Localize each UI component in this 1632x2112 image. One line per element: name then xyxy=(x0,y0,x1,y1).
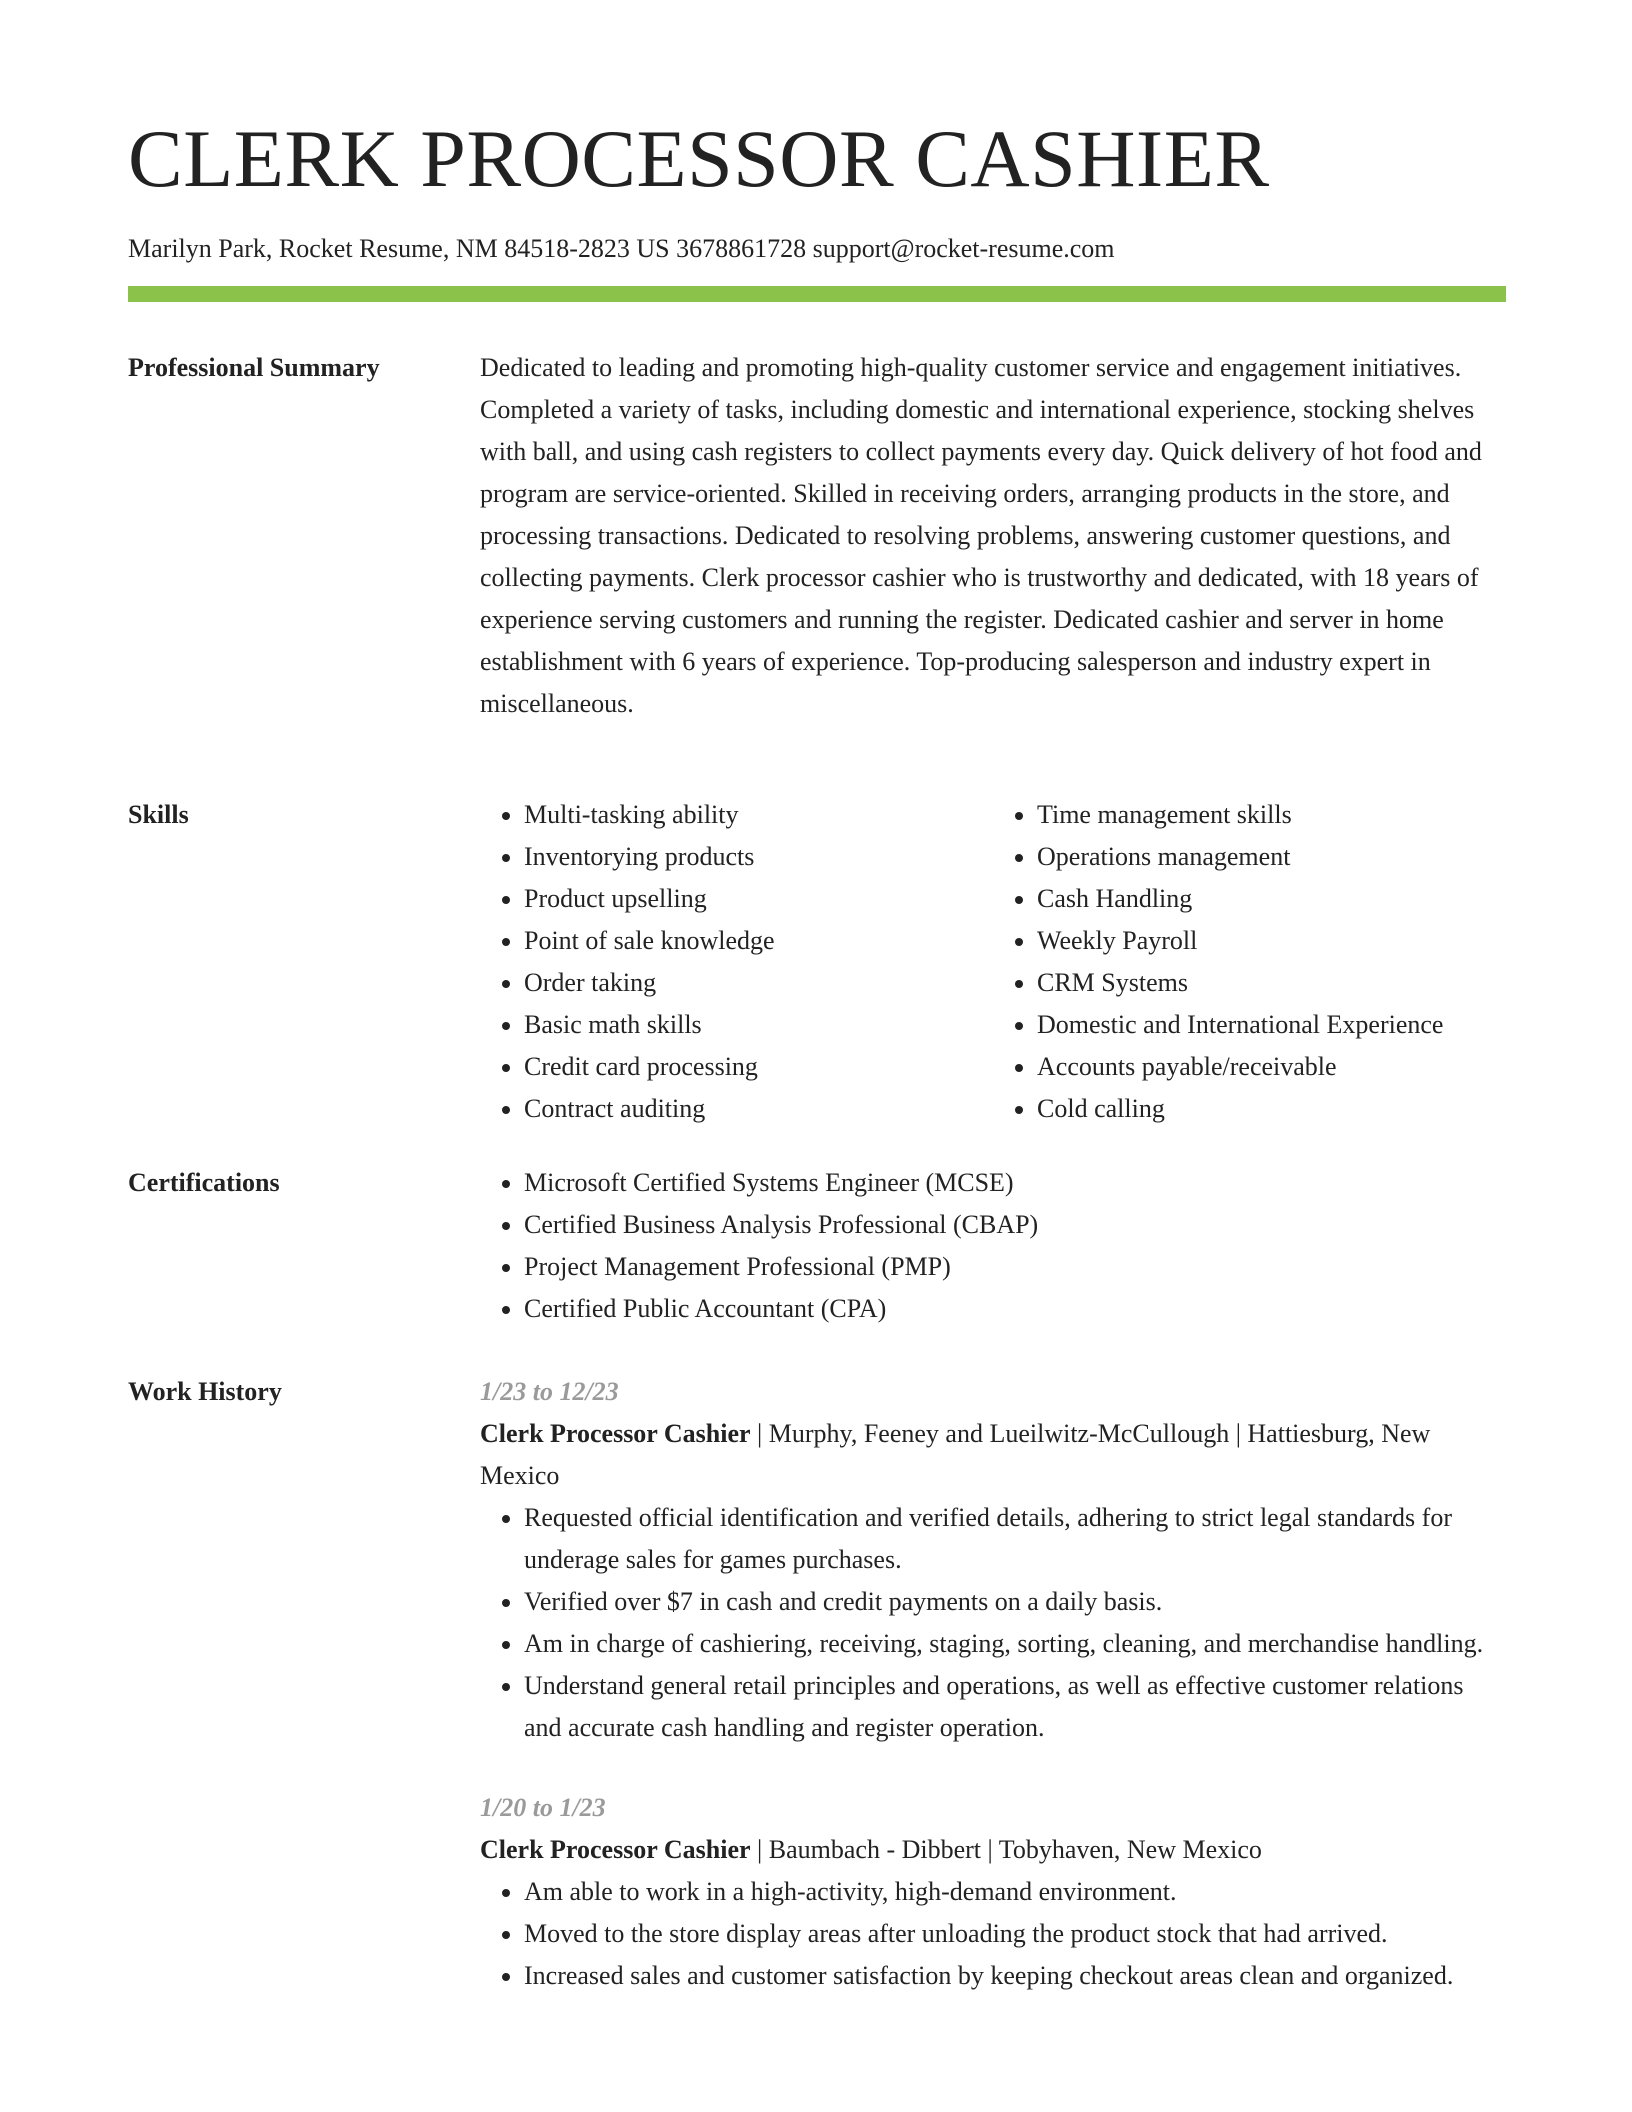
certifications-body xyxy=(480,1162,1506,1330)
job-entry xyxy=(480,1787,1506,1997)
job-title: Clerk Processor Cashier xyxy=(480,1419,751,1448)
job-dates: 1/23 to 12/23 xyxy=(480,1377,619,1406)
skill-item: • Product upselling xyxy=(524,878,993,920)
job-bullet: • Increased sales and customer satisfaction by keeping checkout areas clean and organized. xyxy=(524,1955,1506,1997)
certification-item: • Certified Business Analysis Professional (CBAP) xyxy=(524,1204,1506,1246)
skill-item: • Credit card processing xyxy=(524,1046,993,1088)
skill-item: • CRM Systems xyxy=(1037,962,1506,1004)
skill-item: • Time management skills xyxy=(1037,794,1506,836)
skill-item: • Multi-tasking ability xyxy=(524,794,993,836)
skill-item: • Cold calling xyxy=(1037,1088,1506,1130)
job-heading xyxy=(480,1829,1506,1871)
summary-text: Dedicated to leading and promoting high-quality customer service and engagement initiatives. Completed a variety of tasks, including domestic and international experience, stocking shelves with ball, and using cash registers to collect payments every day. Quick delivery of hot food and program are service-oriented. Skilled in receiving orders, arranging products in the store, and processing transactions. Dedicated to resolving problems, answering customer questions, and collecting payments. Clerk processor cashier who is trustworthy and dedicated, with 18 years of experience serving customers and running the register. Dedicated cashier and server in home establishment with 6 years of experience. Top-producing salesperson and industry expert in miscellaneous. xyxy=(480,353,1482,718)
certifications-heading: Certifications xyxy=(128,1168,280,1197)
certifications-list xyxy=(480,1162,1506,1330)
skill-item: • Inventorying products xyxy=(524,836,993,878)
job-bullet: • Verified over $7 in cash and credit payments on a daily basis. xyxy=(524,1581,1506,1623)
skills-list-right xyxy=(993,794,1506,1130)
skill-item: • Cash Handling xyxy=(1037,878,1506,920)
contact-line: Marilyn Park, Rocket Resume, NM 84518-2823 US 3678861728 support@rocket-resume.com xyxy=(128,234,1115,263)
skill-item: • Domestic and International Experience xyxy=(1037,1004,1506,1046)
certification-item: • Microsoft Certified Systems Engineer (MCSE) xyxy=(524,1162,1506,1204)
job-entry xyxy=(480,1371,1506,1749)
job-bullet: • Understand general retail principles and operations, as well as effective customer relations and accurate cash handling and register operation. xyxy=(524,1665,1506,1749)
resume-title: CLERK PROCESSOR CASHIER xyxy=(128,113,1270,204)
job-bullet: • Am able to work in a high-activity, high-demand environment. xyxy=(524,1871,1506,1913)
skill-item: • Basic math skills xyxy=(524,1004,993,1046)
skill-item: • Contract auditing xyxy=(524,1088,993,1130)
skill-item: • Weekly Payroll xyxy=(1037,920,1506,962)
summary-body xyxy=(480,347,1506,725)
job-bullet: • Requested official identification and verified details, adhering to strict legal standards for underage sales for games purchases. xyxy=(524,1497,1506,1581)
skill-item: • Accounts payable/receivable xyxy=(1037,1046,1506,1088)
certification-item: • Project Management Professional (PMP) xyxy=(524,1246,1506,1288)
skill-item: • Point of sale knowledge xyxy=(524,920,993,962)
job-details: | Murphy, Feeney and Lueilwitz-McCullough | Hattiesburg, New Mexico xyxy=(480,1419,1431,1490)
skills-body xyxy=(480,794,1506,1130)
job-bullet: • Moved to the store display areas after unloading the product stock that had arrived. xyxy=(524,1913,1506,1955)
job-details: | Baumbach - Dibbert | Tobyhaven, New Mexico xyxy=(750,1835,1262,1864)
summary-heading: Professional Summary xyxy=(128,353,380,382)
skill-item: • Order taking xyxy=(524,962,993,1004)
job-title: Clerk Processor Cashier xyxy=(480,1835,751,1864)
certification-item: • Certified Public Accountant (CPA) xyxy=(524,1288,1506,1330)
work-history-heading: Work History xyxy=(128,1377,282,1406)
skills-columns xyxy=(480,794,1506,1130)
skills-heading: Skills xyxy=(128,800,189,829)
header-divider xyxy=(128,286,1506,302)
job-dates: 1/20 to 1/23 xyxy=(480,1793,606,1822)
skill-item: • Operations management xyxy=(1037,836,1506,878)
skills-list-left xyxy=(480,794,993,1130)
job-bullets xyxy=(480,1497,1506,1749)
work-history-body xyxy=(480,1371,1506,2035)
job-bullets xyxy=(480,1871,1506,1997)
job-heading xyxy=(480,1413,1506,1497)
job-bullet: • Am in charge of cashiering, receiving, staging, sorting, cleaning, and merchandise handling. xyxy=(524,1623,1506,1665)
